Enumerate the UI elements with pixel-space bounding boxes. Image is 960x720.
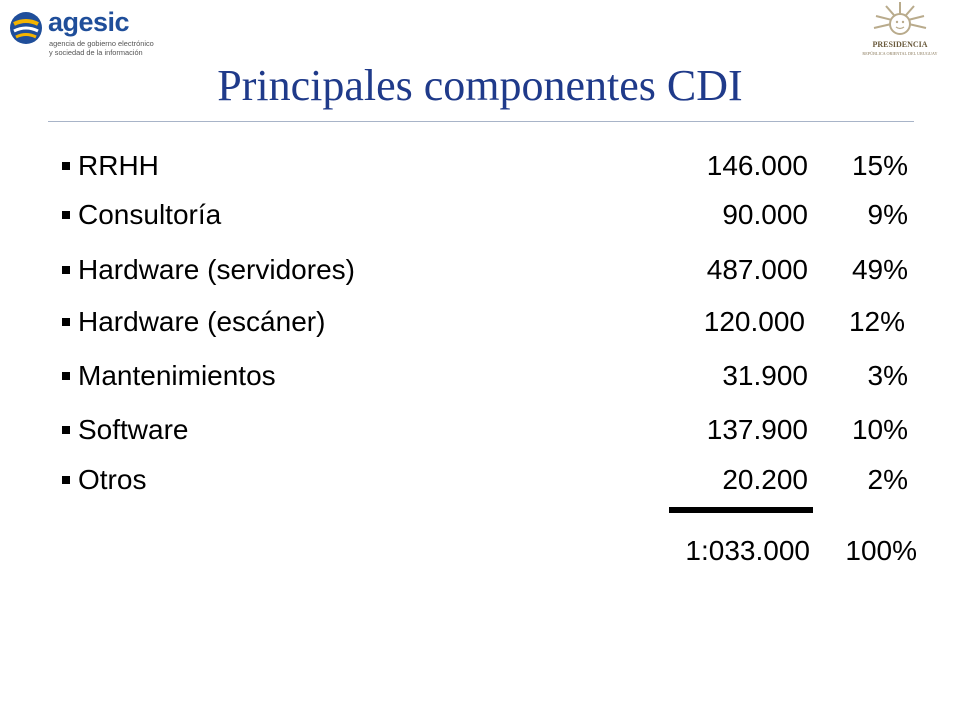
square-bullet-icon	[62, 211, 70, 219]
item-amount: 137.900	[706, 414, 808, 445]
total-amount: 1:033.000	[685, 535, 810, 566]
item-label: RRHH	[78, 150, 159, 181]
list-item	[0, 459, 960, 501]
slide-title: Principales componentes CDI	[217, 61, 743, 110]
item-percent: 2%	[867, 464, 908, 495]
agesic-tagline-line2: y sociedad de la información	[49, 47, 143, 57]
item-label: Otros	[78, 464, 147, 495]
square-bullet-icon	[62, 318, 70, 326]
list-item	[0, 145, 960, 187]
item-label: Consultoría	[78, 199, 222, 230]
list-item	[0, 301, 960, 343]
square-bullet-icon	[62, 162, 70, 170]
square-bullet-icon	[62, 266, 70, 274]
item-amount: 146.000	[706, 150, 808, 181]
item-percent: 49%	[851, 254, 908, 285]
list-item	[0, 194, 960, 236]
agesic-wordmark: agesic	[48, 7, 130, 37]
total-percent: 100%	[845, 535, 917, 566]
item-label: Mantenimientos	[78, 360, 276, 391]
item-percent: 9%	[867, 199, 908, 230]
item-amount: 31.900	[722, 360, 808, 391]
item-label: Software	[78, 414, 189, 445]
item-percent: 12%	[848, 306, 905, 337]
agesic-logo	[8, 6, 168, 58]
agesic-tagline	[49, 40, 154, 57]
presidencia-logo	[850, 0, 950, 60]
item-amount: 20.200	[722, 464, 808, 495]
list-item	[0, 355, 960, 397]
presidencia-sun-icon	[872, 0, 928, 40]
item-amount: 120.000	[703, 306, 805, 337]
item-percent: 3%	[867, 360, 908, 391]
presidencia-subtitle: REPÚBLICA ORIENTAL DEL URUGUAY	[862, 51, 938, 56]
item-label: Hardware (servidores)	[78, 254, 355, 285]
item-amount: 90.000	[722, 199, 808, 230]
square-bullet-icon	[62, 476, 70, 484]
list-item	[0, 249, 960, 291]
title-divider	[48, 121, 914, 122]
square-bullet-icon	[62, 372, 70, 380]
list-item	[0, 409, 960, 451]
item-percent: 10%	[851, 414, 908, 445]
agesic-tagline-line1: agencia de gobierno electrónico	[49, 39, 154, 48]
presidencia-name: PRESIDENCIA	[872, 40, 928, 49]
square-bullet-icon	[62, 426, 70, 434]
item-amount: 487.000	[706, 254, 808, 285]
agesic-logo-icon	[8, 10, 44, 46]
item-label: Hardware (escáner)	[78, 306, 326, 337]
sum-divider	[669, 507, 813, 513]
item-percent: 15%	[851, 150, 908, 181]
